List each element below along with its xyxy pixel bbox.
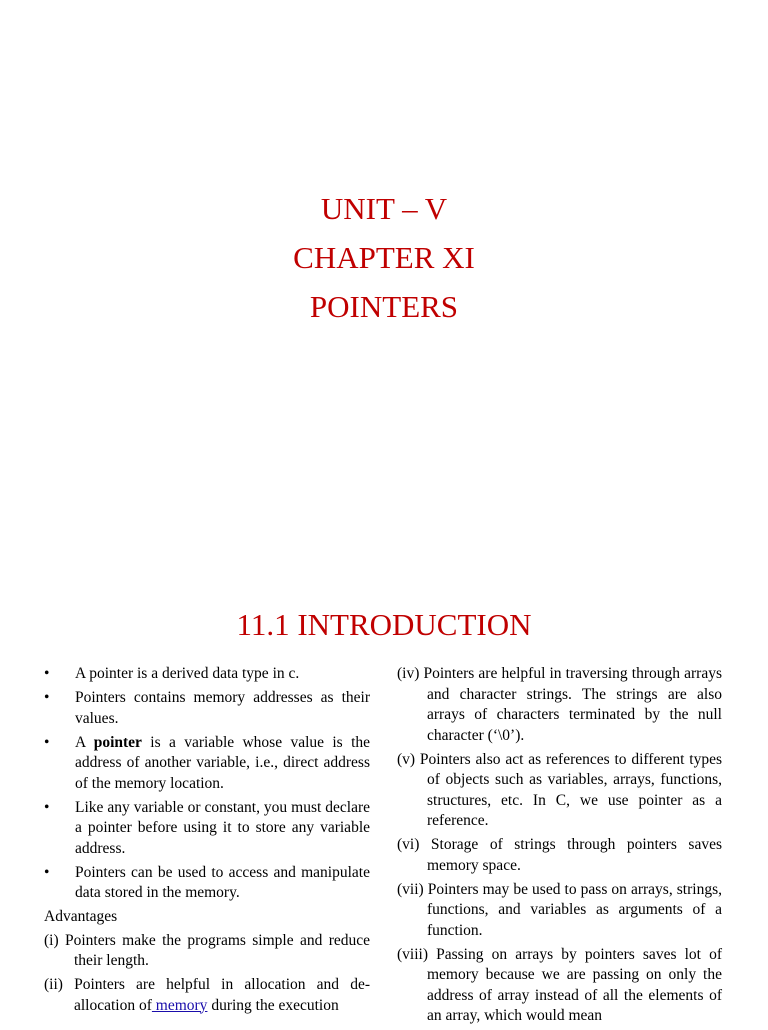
bullet-text: Pointers can be used to access and manipulate data stored in the memory. <box>75 863 370 901</box>
unit-title: UNIT – V <box>320 191 448 226</box>
advantage-item: (i) Pointers make the programs simple and reduce their length. <box>44 931 370 969</box>
topic-title: POINTERS <box>309 289 459 324</box>
advantage-item: (vii) Pointers may be used to pass on arrays, strings, functions, and variables as arguments of a function. <box>397 880 722 939</box>
pointer-term: pointer <box>93 733 142 751</box>
bullet-item <box>44 688 370 729</box>
bullet-item <box>44 798 370 860</box>
advantage-text-post: during the execution <box>207 996 339 1014</box>
bullet-text-post: is a variable whose value is the address of another variable, i.e., direct address of the memory location. <box>75 733 371 792</box>
bullet-text: Pointers contains memory addresses as their values. <box>75 689 370 727</box>
bullet-icon: • <box>44 733 50 751</box>
bullet-item <box>44 863 370 904</box>
bullet-item <box>44 664 370 685</box>
bullet-icon: • <box>44 798 50 816</box>
bullet-item <box>44 733 370 795</box>
section-heading: 11.1 INTRODUCTION <box>236 607 532 642</box>
advantage-text-pre: (ii) Pointers are helpful in allocation and de-allocation of <box>44 976 370 1014</box>
advantage-item: (v) Pointers also act as references to different types of objects such as variables, arrays, functions, structures, etc. In C, we use pointer as a reference. <box>397 750 722 829</box>
advantage-item: (iv) Pointers are helpful in traversing through arrays and character strings. The strings are also arrays of characters terminated by the null character (‘\0’). <box>397 665 722 744</box>
bullet-text: Like any variable or constant, you must declare a pointer before using it to store any variable address. <box>75 798 370 857</box>
bullet-text: A pointer is a derived data type in c. <box>75 665 300 682</box>
advantage-item: (vi) Storage of strings through pointers saves memory space. <box>397 836 722 874</box>
memory-link[interactable]: memory <box>151 996 208 1014</box>
advantage-item <box>44 975 370 1016</box>
advantages-label: Advantages <box>44 908 118 925</box>
bullet-icon: • <box>44 665 50 682</box>
bullet-icon: • <box>44 863 50 881</box>
bullet-icon: • <box>44 689 50 706</box>
bullet-text <box>75 734 370 792</box>
bullet-text-pre: A <box>75 733 94 751</box>
chapter-title: CHAPTER XI <box>293 240 475 275</box>
right-column <box>397 664 722 1030</box>
left-column <box>44 664 370 1020</box>
advantage-item: (viii) Passing on arrays by pointers saves lot of memory because we are passing on only the address of array instead of all the elements of an array, which would mean <box>397 945 722 1024</box>
